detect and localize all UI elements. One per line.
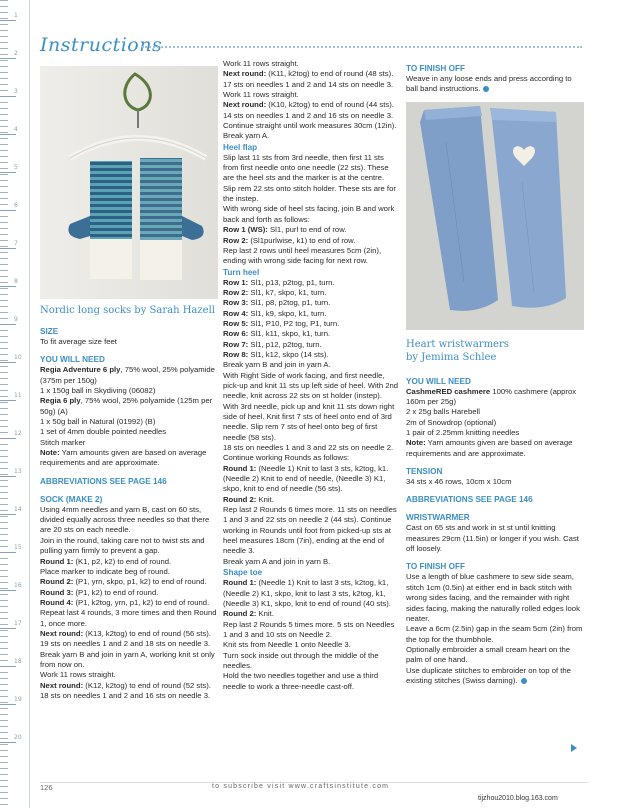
snowdrop-text: 2m of Snowdrop (optional) <box>406 417 497 427</box>
sock-p6: Work 11 rows straight. <box>40 670 116 680</box>
c2-p15: Knit sts from Needle 1 onto Needle 3. <box>223 640 351 650</box>
turn-row-5: Row 5: Sl1, P10, P2 tog, P1, turn. <box>223 318 340 328</box>
ruler-tick <box>0 96 16 97</box>
ruler-label: 14 <box>14 506 22 513</box>
ruler-label: 9 <box>14 316 18 323</box>
finish-off-p3: Optionally embroider a small cream heart on the palm of one hand. <box>406 644 571 665</box>
wristwarmer-heading: WRISTWARMER <box>406 513 470 523</box>
turn-row-3: Row 3: Sl1, p8, p2tog, p1, turn. <box>223 298 331 308</box>
ruler-tick <box>0 666 16 667</box>
ruler-label: 10 <box>14 354 22 361</box>
needles-text: 1 set of 4mm double pointed needles <box>40 427 167 437</box>
size-heading: SIZE <box>40 327 59 336</box>
ruler-label: 1 <box>14 12 18 19</box>
finish-off-heading-2: TO FINISH OFF <box>406 562 465 572</box>
size-text: To fit average size feet <box>40 337 117 346</box>
socks-caption: Nordic long socks by Sarah Hazell <box>40 305 215 316</box>
measuring-ruler <box>0 0 30 808</box>
wristwarmers-photo <box>406 102 584 330</box>
abbr-heading: ABBREVIATIONS SEE PAGE 146 <box>40 476 167 486</box>
gusset-round-2: Round 2: Knit. <box>223 494 274 504</box>
ruler-label: 19 <box>14 696 22 703</box>
toe-round-1: Round 1: (Needle 1) Knit to last 3 sts, k2tog, k1, (Needle 2) K1, skpo, knit to last 3 sts, k2tog, k1, (Needle 3) K1, skpo, knit to end of round (40 sts). <box>223 578 391 608</box>
c2-p11: 18 sts on needles 1 and 3 and 22 sts on needle 2. Continue working Rounds as follows: <box>223 443 394 463</box>
wristwarmers-caption-line-1: Heart wristwarmers <box>406 338 509 350</box>
yarn-balls: 2 x 25g balls Harebell <box>406 407 480 417</box>
ruler-label: 4 <box>14 126 18 133</box>
finish-off-p1: Use a length of blue cashmere to sew side seam, stitch 1cm (0.5in) at either end in back stitch with wrong sides facing, and the remainder with right sides facing, making the naturally rolled edges look neater. <box>406 572 580 623</box>
c2-p6: Slip rem 22 sts onto stitch holder. These sts are for the instep. <box>223 183 396 204</box>
column-wristwarmers <box>406 63 584 686</box>
shape-toe-heading: Shape toe <box>223 568 263 578</box>
ruler-tick <box>0 134 16 135</box>
column-heel-toe <box>223 59 399 692</box>
ruler-tick <box>0 58 16 59</box>
ruler-label: 18 <box>14 658 22 665</box>
gusset-round-1: Round 1: (Needle 1) Knit to last 3 sts, k2tog, k1. (Needle 2) Knit to end of needle, (Needle 3) K1, skpo, knit to end of needle (56 sts). <box>223 463 389 494</box>
sock-p3: Place marker to indicate beg of round. <box>40 566 170 576</box>
round-4: Round 4: (P1, k2tog, yrn, p1, k2) to end of round. <box>40 597 210 607</box>
ruler-tick <box>0 476 16 477</box>
ruler-label: 13 <box>14 468 22 475</box>
sock-p2: Join in the round, taking care not to twist sts and pulling yarn firmly to prevent a gap. <box>40 535 205 556</box>
ruler-tick <box>0 20 16 21</box>
finish-off-text-1: Weave in any loose ends and press according to ball band instructions. <box>406 74 572 94</box>
round-1: Round 1: (K1, p2, k2) to end of round. <box>40 556 172 566</box>
socks-illustration <box>40 66 218 299</box>
c2-p9: Break yarn B and join in yarn A. <box>223 360 331 370</box>
tension-text: 34 sts x 46 rows, 10cm x 10cm <box>406 477 512 487</box>
c2-p8: Rep last 2 rows until heel measures 5cm (2in), ending with wrong side facing for next row. <box>223 245 382 266</box>
turn-row-8: Row 8: Sl1, k12, skpo (14 sts). <box>223 349 329 359</box>
ruler-tick <box>0 552 16 553</box>
ruler-label: 3 <box>14 88 18 95</box>
finish-off-heading-1: TO FINISH OFF <box>406 64 465 73</box>
ruler-tick <box>0 248 16 249</box>
yarn-a: Regia Adventure 6 ply, 75% wool, 25% polyamide (375m per 150g) <box>40 365 215 385</box>
note-2: Note: Yarn amounts given are based on average requirements and are approximate. <box>406 438 573 458</box>
yarn-b: Regia 6 ply, 75% wool, 25% polyamide (125m per 50g) (A) <box>40 396 213 416</box>
c2-p7: With wrong side of heel sts facing, join B and work back and forth as follows: <box>223 204 395 224</box>
tension-heading: TENSION <box>406 467 443 477</box>
ruler-label: 2 <box>14 50 18 57</box>
ruler-label: 12 <box>14 430 22 437</box>
c2-p3: 14 sts on needles 1 and 2 and 16 sts on needle 3. Continue straight until work measures 30cm (12in). <box>223 110 397 131</box>
page-number: 126 <box>40 783 53 792</box>
yarn-a-ball: 1 x 150g ball in Skydiving (06082) <box>40 386 156 396</box>
ruler-tick <box>0 324 16 325</box>
end-bullet-icon <box>483 86 489 92</box>
watermark: tijzhou2010.blog.163.com <box>478 795 558 802</box>
page-title: Instructions <box>40 34 163 56</box>
round-3: Round 3: (P1, k2) to end of round. <box>40 587 159 597</box>
c2-p10: With Right Side of work facing, and first needle, pick-up and knit 11 sts up left side of heel. With 2nd needle, knit across 22 sts on st holder (instep). With 3rd needle, pick up and knit 11 sts down right side of heel. Knit first 7 sts of heel onto end of 3rd needle. Slip rem 7 sts of heel onto beg of first needle (58 sts). <box>223 370 399 442</box>
column-socks <box>40 66 218 701</box>
c2-p13: Break yarn A and join in yarn B. <box>223 556 331 566</box>
ruler-tick <box>0 628 16 629</box>
ruler-tick <box>0 210 16 211</box>
sock-p7: 18 sts on needles 1 and 2 and 16 sts on needle 3. <box>40 690 211 700</box>
turn-row-2: Row 2: Sl1, k7, skpo, k1, turn. <box>223 287 327 297</box>
finish-off-p2: Leave a 6cm (2.5in) gap in the seam 5cm (2in) from the top for the thumbhole. <box>406 624 583 644</box>
c2-p5: Slip last 11 sts from 3rd needle, then first 11 sts from first needle onto one needle (22 sts). These are the heel sts and the marker is at the centre. <box>223 152 389 183</box>
ruler-tick <box>0 286 16 287</box>
yarn-a-name: Regia Adventure 6 ply <box>40 365 121 375</box>
ruler-label: 6 <box>14 202 18 209</box>
wristwarmers-caption-line-2: by Jemima Schlee <box>406 351 497 363</box>
needles-text-2: 1 pair of 2.25mm knitting needles <box>406 428 520 438</box>
c2-p17: Hold the two needles together and use a third needle to work a three-needle cast-off. <box>223 671 379 691</box>
need-heading-2: YOU WILL NEED <box>406 376 471 386</box>
wristwarmers-illustration <box>406 102 584 330</box>
ruler-label: 7 <box>14 240 18 247</box>
turn-row-1: Row 1: Sl1, p13, p2tog, p1, turn. <box>223 277 335 287</box>
heel-row-1: Row 1 (WS): Sl1, purl to end of row. <box>223 225 347 235</box>
marker-text: Stitch marker <box>40 437 86 447</box>
turn-heel-heading: Turn heel <box>223 267 260 277</box>
ruler-tick <box>0 742 16 743</box>
c2-p12: Rep last 2 Rounds 6 times more. 11 sts on needles 1 and 3 and 22 sts on needle 2 (44 sts). Continue working in Rounds until foot from picked-up sts at heel measures 18cm (7in), ending at the end of needle 3. <box>223 505 397 556</box>
ruler-label: 11 <box>14 392 22 399</box>
abbr-heading-2: ABBREVIATIONS SEE PAGE 146 <box>406 495 533 505</box>
ruler-label: 15 <box>14 544 22 551</box>
subscribe-link[interactable]: to subscribe visit www.craftsinstitute.com <box>212 783 390 790</box>
ruler-label: 16 <box>14 582 22 589</box>
wristwarmer-text: Cast on 65 sts and work in st st until knitting measures 29cm (11.5in) or longer if you wish. Cast off loosely. <box>406 523 579 554</box>
title-divider <box>142 46 582 48</box>
ruler-tick <box>0 590 16 591</box>
ruler-label: 20 <box>14 734 22 741</box>
ruler-tick <box>0 704 16 705</box>
c2-p16: Turn sock inside out through the middle of the needles. <box>223 650 379 670</box>
c2-next-round-1: Next round: (K11, k2tog) to end of round (48 sts). <box>223 69 394 79</box>
ruler-tick <box>0 400 16 401</box>
ruler-label: 17 <box>14 620 22 627</box>
toe-round-2: Round 2: Knit. <box>223 609 274 619</box>
next-page-arrow-icon[interactable] <box>571 744 577 752</box>
need-heading: YOU WILL NEED <box>40 355 105 365</box>
c2-p1: Work 11 rows straight. <box>223 59 299 68</box>
turn-row-7: Row 7: Sl1, p12, p2tog, turn. <box>223 339 322 349</box>
next-round-1: Next round: (K13, k2tog) to end of round (56 sts). <box>40 628 211 638</box>
finish-off-p4: Use duplicate stitches to embroider on top of the existing stitches (Swiss darning). <box>406 665 571 685</box>
sock-heading: SOCK (MAKE 2) <box>40 494 103 504</box>
note: Note: Yarn amounts given are based on average requirements and are approximate. <box>40 448 207 468</box>
turn-row-6: Row 6: Sl1, k11, skpo, k1, turn. <box>223 329 331 339</box>
cashmere-yarn: CashmeRED cashmere 100% cashmere (approx 160m per 25g) <box>406 386 577 407</box>
socks-photo <box>40 66 218 299</box>
yarn-b-name: Regia 6 ply <box>40 396 81 406</box>
c2-p2: 17 sts on needles 1 and 2 and 14 sts on needle 3. Work 11 rows straight. <box>223 79 394 100</box>
ruler-tick <box>0 438 16 439</box>
ruler-label: 8 <box>14 278 18 285</box>
yarn-b-ball: 1 x 50g ball in Natural (01992) (B) <box>40 417 156 427</box>
ruler-tick <box>0 514 16 515</box>
round-2: Round 2: (P1, yrn, skpo, p1, k2) to end of round. <box>40 577 207 587</box>
sock-p1: Using 4mm needles and yarn B, cast on 60 sts, divided equally across three needles so that there are 20 sts on each needle. <box>40 504 210 535</box>
sock-p5: 19 sts on needles 1 and 2 and 18 sts on needle 3. Break yarn B and join in yarn A, working knit st only from now on. <box>40 639 215 669</box>
c2-p14: Rep last 2 Rounds 5 times more. 5 sts on Needles 1 and 3 and 10 sts on Needle 2. <box>223 619 395 639</box>
heel-flap-heading: Heel flap <box>223 142 258 152</box>
next-round-2: Next round: (K12, k2tog) to end of round (52 sts). <box>40 680 211 690</box>
ruler-tick <box>0 362 16 363</box>
end-bullet-icon <box>521 678 527 684</box>
heel-row-2: Row 2: (Sl1purlwise, k1) to end of row. <box>223 235 356 245</box>
c2-p4: Break yarn A. <box>223 131 270 141</box>
ruler-label: 5 <box>14 164 18 171</box>
turn-row-4: Row 4: Sl1, k9, skpo, k1, turn. <box>223 308 327 318</box>
ruler-tick <box>0 172 16 173</box>
c2-next-round-2: Next round: (K10, k2tog) to end of round (44 sts). <box>223 100 394 110</box>
sock-p4: Repeat last 4 rounds, 3 more times and then Round 1, once more. <box>40 608 217 628</box>
